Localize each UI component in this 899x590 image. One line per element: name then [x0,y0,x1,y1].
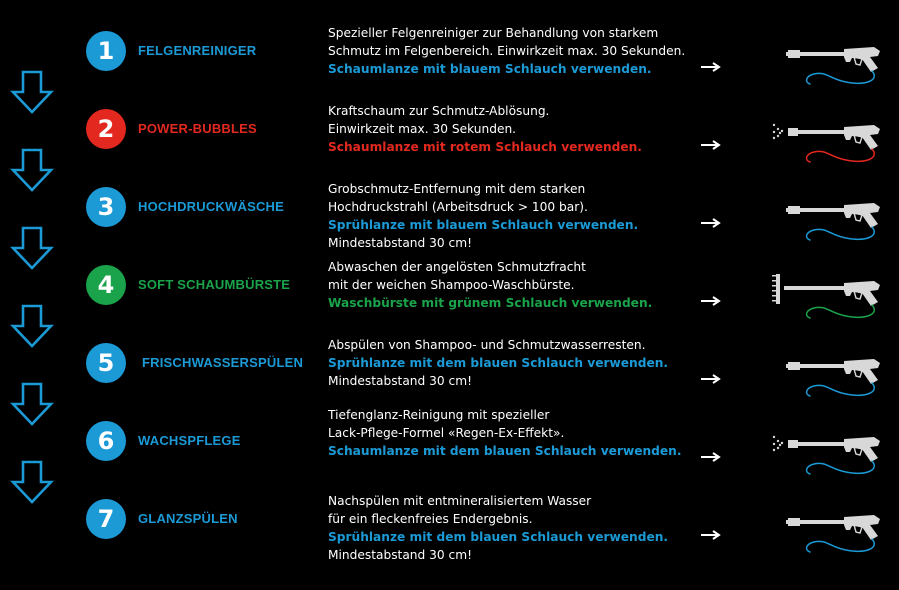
step-description-line: Nachspülen mit entmineralisiertem Wasser [328,494,592,508]
step-instruction: Sprühlanze mit dem blauen Schlauch verwenden. [328,356,669,370]
step-description [328,406,698,460]
step-title: FRISCHWASSERSPÜLEN [142,355,304,370]
right-arrow-icon [700,140,722,150]
step-title: HOCHDRUCKWÄSCHE [138,199,284,214]
step-description-line: für ein fleckenfreies Endergebnis. [328,512,533,526]
step-description-line: Mindestabstand 30 cm! [328,374,472,388]
down-arrow-icon [10,226,54,270]
step-description [328,492,698,564]
step-title: SOFT SCHAUMBÜRSTE [138,277,291,292]
step-description-line: Abspülen von Shampoo- und Schmutzwasserresten. [328,338,646,352]
step-instruction: Sprühlanze mit dem blauen Schlauch verwenden. [328,530,669,544]
step-title: POWER-BUBBLES [138,121,257,136]
step-description-line: Abwaschen der angelösten Schmutzfracht [328,260,586,274]
down-arrow-icon [10,70,54,114]
step-number-badge: 2 [86,109,126,149]
step-title: GLANZSPÜLEN [138,511,238,526]
step-number-badge: 6 [86,421,126,461]
step-description [328,336,698,390]
step-description-line: Mindestabstand 30 cm! [328,548,472,562]
right-arrow-icon [700,218,722,228]
step-description [328,24,698,78]
spray-foam-lance-icon [770,428,885,478]
step-instruction: Waschbürste mit grünem Schlauch verwenden. [328,296,653,310]
step-instruction: Sprühlanze mit blauem Schlauch verwenden. [328,218,639,232]
right-arrow-icon [700,374,722,384]
spray-foam-lance-icon [770,116,885,166]
step-description-line: Tiefenglanz-Reinigung mit spezieller [328,408,550,422]
brush-lance-icon [770,272,885,322]
right-arrow-icon [700,296,722,306]
step-description [328,102,698,156]
step-number-badge: 3 [86,187,126,227]
step-number-badge: 4 [86,265,126,305]
spray-lance-icon [770,350,885,400]
step-number-badge: 7 [86,499,126,539]
down-arrow-icon [10,148,54,192]
step-description-line: Schmutz im Felgenbereich. Einwirkzeit max. 30 Sekunden. [328,44,686,58]
down-arrow-icon [10,304,54,348]
step-title: WACHSPFLEGE [138,433,241,448]
step-title: FELGENREINIGER [138,43,257,58]
step-instruction: Schaumlanze mit blauem Schlauch verwenden. [328,62,652,76]
step-description [328,258,698,312]
step-description-line: Kraftschaum zur Schmutz-Ablösung. [328,104,550,118]
step-description-line: Hochdruckstrahl (Arbeitsdruck > 100 bar). [328,200,588,214]
foam-lance-icon [770,38,885,88]
step-description-line: Mindestabstand 30 cm! [328,236,472,250]
step-description-line: Einwirkzeit max. 30 Sekunden. [328,122,517,136]
step-description-line: Spezieller Felgenreiniger zur Behandlung von starkem [328,26,659,40]
step-instruction: Schaumlanze mit dem blauen Schlauch verwenden. [328,444,682,458]
step-number-badge: 1 [86,31,126,71]
step-description-line: mit der weichen Shampoo-Waschbürste. [328,278,575,292]
right-arrow-icon [700,530,722,540]
down-arrow-icon [10,382,54,426]
step-description [328,180,698,252]
right-arrow-icon [700,62,722,72]
step-number-badge: 5 [86,343,126,383]
spray-lance-icon [770,506,885,556]
step-description-line: Grobschmutz-Entfernung mit dem starken [328,182,586,196]
spray-lance-icon [770,194,885,244]
step-instruction: Schaumlanze mit rotem Schlauch verwenden. [328,140,642,154]
down-arrow-icon [10,460,54,504]
right-arrow-icon [700,452,722,462]
step-description-line: Lack-Pflege-Formel «Regen-Ex-Effekt». [328,426,565,440]
